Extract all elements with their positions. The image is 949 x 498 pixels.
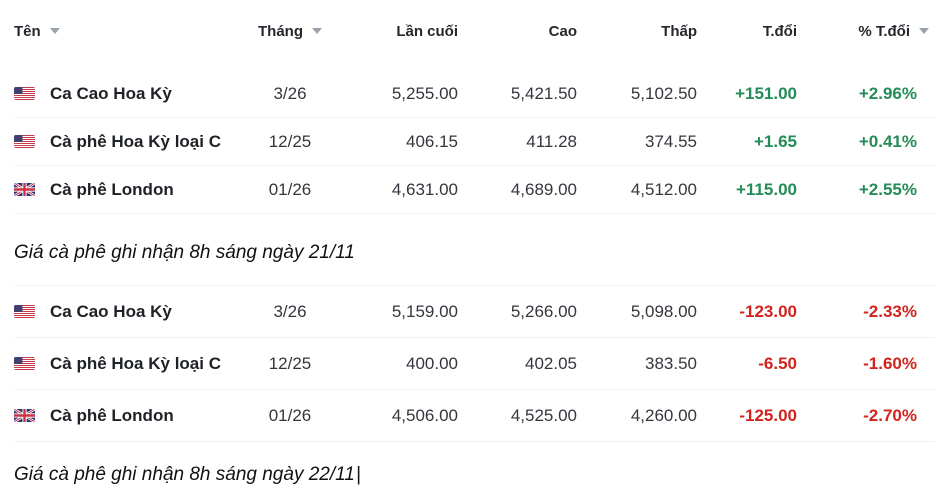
low-price-cell: 383.50 xyxy=(645,353,697,373)
column-header-high[interactable] xyxy=(458,23,577,40)
last-price-cell: 5,159.00 xyxy=(391,301,458,321)
instrument-name: Cà phê Hoa Kỳ loại C xyxy=(50,353,221,373)
column-header-month[interactable] xyxy=(230,23,350,40)
change-cell: -125.00 xyxy=(739,405,797,425)
month-cell: 01/26 xyxy=(268,179,312,199)
table-caption-22-11 xyxy=(14,462,935,488)
high-price-cell: 5,266.00 xyxy=(510,301,577,321)
change-cell: +151.00 xyxy=(735,83,797,103)
column-header-change-label: T.đổi xyxy=(762,22,797,40)
change-cell: +115.00 xyxy=(736,179,797,199)
table-row xyxy=(14,338,935,390)
column-header-pct-change-label: % T.đổi xyxy=(858,22,910,40)
low-price-cell: 5,102.50 xyxy=(630,83,697,103)
sort-desc-arrow-icon xyxy=(312,28,322,34)
table-row xyxy=(14,390,935,442)
instrument-cell xyxy=(14,302,230,322)
caption-text: Giá cà phê ghi nhận 8h sáng ngày 21/11 xyxy=(14,242,355,263)
us-flag-icon xyxy=(14,305,35,318)
table-body-21-11 xyxy=(14,70,935,214)
table-row xyxy=(14,286,935,338)
month-cell: 3/26 xyxy=(273,301,307,321)
column-header-last[interactable] xyxy=(350,23,458,40)
last-price-cell: 5,255.00 xyxy=(391,83,458,103)
instrument-name: Cà phê London xyxy=(50,179,174,199)
us-flag-icon xyxy=(14,135,35,148)
instrument-name: Ca Cao Hoa Kỳ xyxy=(50,83,172,103)
change-cell: -123.00 xyxy=(739,301,797,321)
month-cell: 12/25 xyxy=(268,353,312,373)
high-price-cell: 5,421.50 xyxy=(510,83,577,103)
table-header-row xyxy=(14,10,935,52)
table-row xyxy=(14,166,935,214)
instrument-cell xyxy=(14,84,230,104)
instrument-cell xyxy=(14,132,230,152)
table-caption-21-11 xyxy=(14,240,935,266)
high-price-cell: 411.28 xyxy=(526,131,577,151)
column-header-low[interactable] xyxy=(577,23,697,40)
price-table-morning-22-11 xyxy=(14,285,935,488)
column-header-low-label: Thấp xyxy=(661,22,697,40)
low-price-cell: 5,098.00 xyxy=(630,301,697,321)
instrument-cell xyxy=(14,180,230,200)
table-body-22-11 xyxy=(14,285,935,442)
high-price-cell: 4,689.00 xyxy=(510,179,577,199)
pct-change-cell: -2.33% xyxy=(863,301,917,321)
pct-change-cell: +2.96% xyxy=(858,83,917,103)
change-cell: +1.65 xyxy=(753,131,797,151)
instrument-cell xyxy=(14,406,230,426)
change-cell: -6.50 xyxy=(758,353,797,373)
column-header-name[interactable] xyxy=(14,23,230,40)
month-cell: 01/26 xyxy=(268,405,312,425)
uk-flag-icon xyxy=(14,409,35,422)
pct-change-cell: +2.55% xyxy=(858,179,917,199)
us-flag-icon xyxy=(14,357,35,370)
column-header-month-label: Tháng xyxy=(258,22,303,40)
sort-desc-arrow-icon xyxy=(919,28,929,34)
us-flag-icon xyxy=(14,87,35,100)
pct-change-cell: -2.70% xyxy=(863,405,917,425)
high-price-cell: 402.05 xyxy=(525,353,577,373)
instrument-name: Cà phê London xyxy=(50,405,174,425)
sort-desc-arrow-icon xyxy=(50,28,60,34)
month-cell: 3/26 xyxy=(273,83,307,103)
last-price-cell: 4,631.00 xyxy=(391,179,458,199)
text-cursor: | xyxy=(355,464,361,485)
high-price-cell: 4,525.00 xyxy=(510,405,577,425)
column-header-change[interactable] xyxy=(697,23,797,40)
low-price-cell: 4,260.00 xyxy=(630,405,697,425)
instrument-cell xyxy=(14,354,230,374)
instrument-name: Ca Cao Hoa Kỳ xyxy=(50,301,172,321)
column-header-pct-change[interactable] xyxy=(797,23,935,40)
low-price-cell: 374.55 xyxy=(645,131,697,151)
last-price-cell: 400.00 xyxy=(406,353,458,373)
column-header-last-label: Lần cuối xyxy=(396,22,458,40)
column-header-name-label: Tên xyxy=(14,22,41,40)
last-price-cell: 4,506.00 xyxy=(391,405,458,425)
table-row xyxy=(14,70,935,118)
column-header-high-label: Cao xyxy=(548,22,577,40)
instrument-name: Cà phê Hoa Kỳ loại C xyxy=(50,131,221,151)
pct-change-cell: -1.60% xyxy=(863,353,917,373)
low-price-cell: 4,512.00 xyxy=(630,179,697,199)
month-cell: 12/25 xyxy=(268,131,312,151)
last-price-cell: 406.15 xyxy=(406,131,458,151)
table-row xyxy=(14,118,935,166)
pct-change-cell: +0.41% xyxy=(858,131,917,151)
uk-flag-icon xyxy=(14,183,35,196)
caption-text: Giá cà phê ghi nhận 8h sáng ngày 22/11 xyxy=(14,464,355,485)
price-table-morning-21-11 xyxy=(14,10,935,266)
